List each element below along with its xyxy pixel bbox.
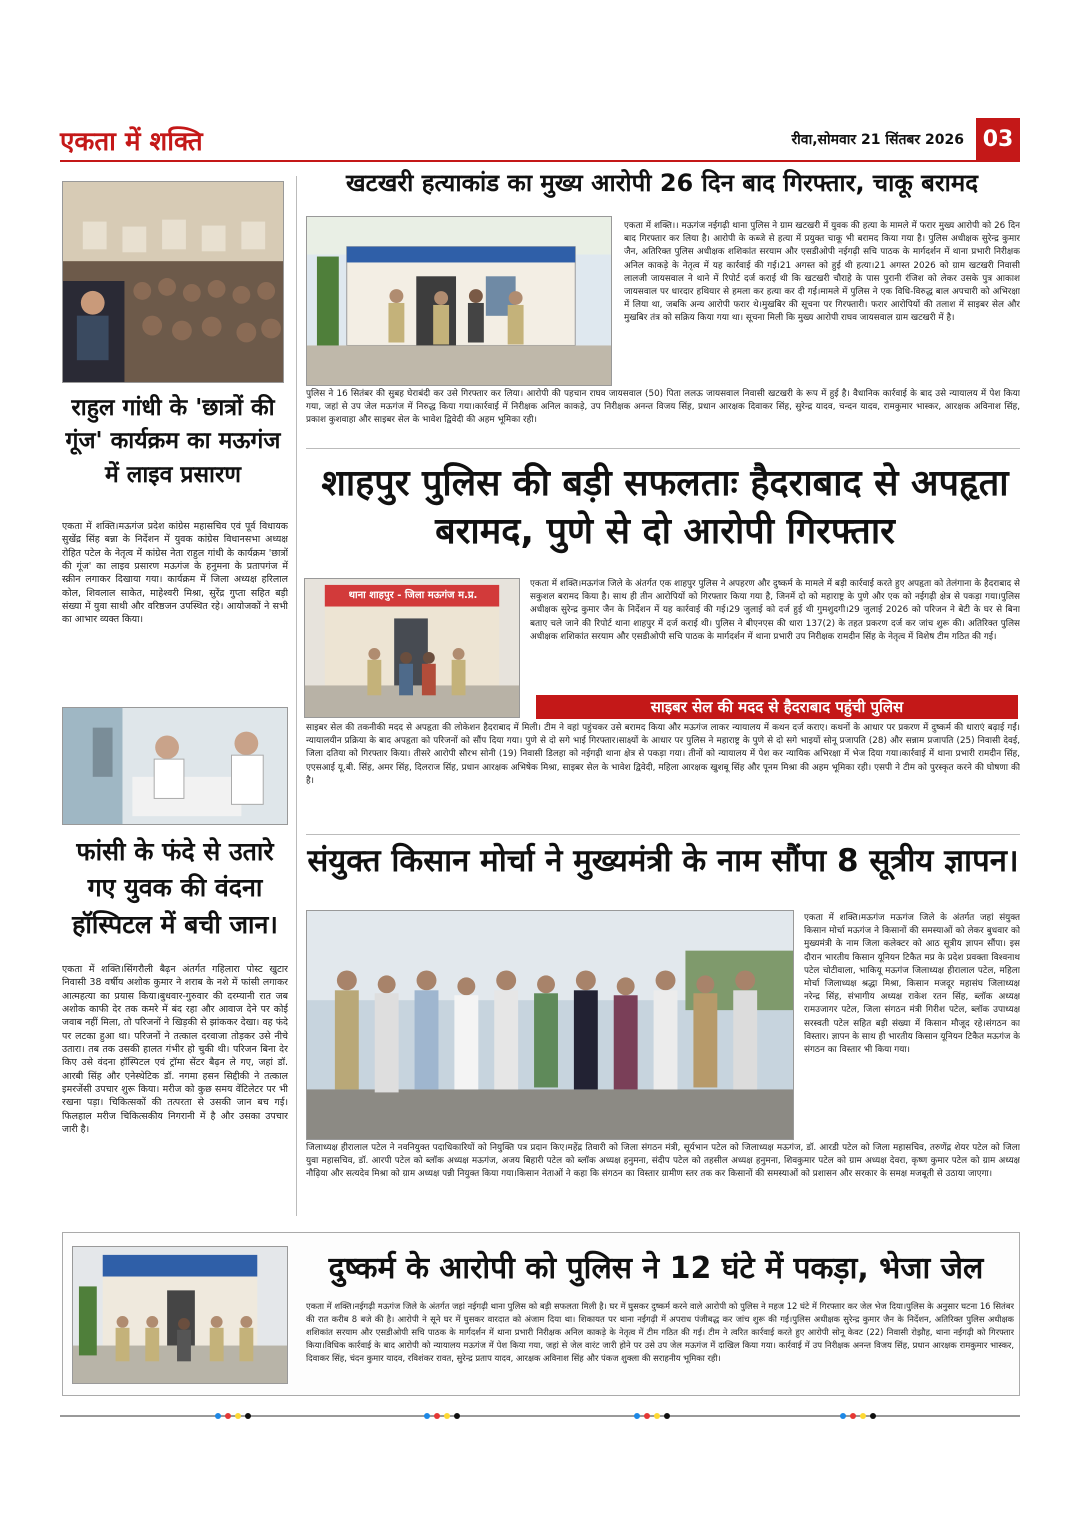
story2-headline: शाहपुर पुलिस की बड़ी सफलताः हैदराबाद से अपहृता बरामद, पुणे से दो आरोपी गिरफ्तार [321, 463, 1009, 552]
page-number: 03 [976, 118, 1020, 162]
story4-body: एकता में शक्ति।नईगढ़ी मऊगंज जिले के अंतर्गत जहां नईगढ़ी थाना पुलिस को बड़ी सफलता मिली है। घर में घुसकर दुष्कर्म करने वाले आरोपी को पुलिस ने महज 12 घंटे में गिरफ्तार कर जेल भेज दिया।पुलिस के अनुसार घटना 16 सितंबर की रात करीब 8 बजे की है। आरोपी ने सूने घर में घुसकर वारदात को अंजाम दिया था। शिकायत पर थाना नईगढ़ी में अपराध पंजीबद्ध कर जांच शुरू की गई।पुलिस अधीक्षक सुरेन्द्र कुमार जैन के निर्देशन, अतिरिक्त पुलिस अधीक्षक शशिकांत सरयाम और एसडीओपी सचि पाठक के मार्गदर्शन में थाना प्रभारी निरीक्षक अनिल काकड़े के नेतृत्व में टीम गठित की गई। टीम ने त्वरित कार्रवाई करते हुए आरोपी सोनू केवट (22) निवासी रोझौह, थाना नईगढ़ी को गिरफ्तार किया।विधिक कार्रवाई के बाद आरोपी को न्यायालय मऊगंज में पेश किया गया, जहां से जेल वारंट जारी होने पर उसे उप जेल मऊगंज में दाखिल किया गया। कार्रवाई में उप निरीक्षक अनन्त विजय सिंह, प्रधान आरक्षक रामकुमार भास्कर, दिवाकर सिंह, चंदन कुमार यादव, रविशंकर रावत, सुरेन्द्र प्रताप यादव, आरक्षक अविनाश सिंह और पंकज शुक्ला की सराहनीय भूमिका रही। [306, 1301, 1014, 1364]
registration-dot [634, 1413, 640, 1419]
registration-dot [644, 1413, 650, 1419]
left1-body: एकता में शक्ति।मऊगंज प्रदेश कांग्रेस महासचिव एवं पूर्व विधायक सुखेंद्र सिंह बन्ना के निर्देशन में युवक कांग्रेस विधानसभा अध्यक्ष रोहित पटेल के नेतृत्व में कांग्रेस नेता राहुल गांधी के कार्यक्रम 'छात्रों की गूंज' का लाइव प्रसारण मऊगंज के हनुमना के प्रतापगंज में स्क्रीन लगाकर दिखाया गया। कार्यक्रम में जिला अध्यक्ष हरिलाल कोल, शिवलाल साकेत, माहेश्वरी मिश्रा, सुरेंद्र गुप्ता सहित बड़ी संख्या में युवा साथी और वरिष्ठजन उपस्थित रहे। आयोजकों ने सभी का आभार व्यक्त किया। [62, 521, 288, 626]
page-header [60, 118, 1020, 162]
registration-dot [664, 1413, 670, 1419]
naigarhi-police-photo [72, 1246, 288, 1384]
registration-dot [215, 1413, 221, 1419]
masthead: एकता में शक्ति [60, 127, 203, 157]
rahul-gandhi-event-photo [62, 181, 284, 383]
registration-dot [454, 1413, 460, 1419]
registration-dot [654, 1413, 660, 1419]
left2-headline: फांसी के फंदे से उतारे गए युवक की वंदना हॉस्पिटल में बची जान। [72, 837, 278, 939]
column-divider [296, 176, 297, 1216]
footer-rule [60, 1415, 1020, 1417]
divider [306, 834, 1020, 835]
registration-dot [850, 1413, 856, 1419]
kisan-morcha-photo [306, 910, 794, 1140]
story3-headline: संयुक्त किसान मोर्चा ने मुख्यमंत्री के नाम सौंपा 8 सूत्रीय ज्ञापन। [307, 843, 1019, 879]
story1-body-full: पुलिस ने 16 सितंबर की सुबह घेराबंदी कर उसे गिरफ्तार कर लिया। आरोपी की पहचान राघव जायसवाल (50) पिता ललऊ जायसवाल निवासी खटखरी के रूप में हुई है। वैधानिक कार्रवाई के बाद उसे न्यायालय में पेश किया गया, जहां से उप जेल मऊगंज में निरुद्ध किया गया।कार्रवाई में निरीक्षक अनिल काकड़े, उप निरीक्षक अनन्त विजय सिंह, प्रधान आरक्षक दिवाकर सिंह, सुरेन्द्र यादव, चन्दन यादव, रामकुमार भास्कर, आरक्षक अविनाश सिंह, प्रकाश कुशवाहा और साइबर सेल के भावेश द्विवेदी की अहम भूमिका रही। [306, 389, 1020, 426]
registration-dot [434, 1413, 440, 1419]
story1-headline: खटखरी हत्याकांड का मुख्य आरोपी 26 दिन बाद गिरफ्तार, चाकू बरामद [345, 169, 978, 197]
photo-sign-text: थाना शाहपुर - जिला मऊगंज म.प्र. [348, 590, 478, 601]
left1-headline: राहुल गांधी के 'छात्रों की गूंज' कार्यक्रम का मऊगंज में लाइव प्रसारण [65, 395, 281, 488]
police-station-photo-1 [306, 216, 612, 386]
color-registration-marks [840, 1411, 876, 1421]
registration-dot [424, 1413, 430, 1419]
color-registration-marks [424, 1411, 460, 1421]
story3-body-full: जिलाध्यक्ष हीरालाल पटेल ने नवनियुक्त पदाधिकारियों को नियुक्ति पत्र प्रदान किए।महेंद्र तिवारी को जिला संगठन मंत्री, सूर्यभान पटेल को जिलाध्यक्ष मऊगंज, डॉ. आरडी पटेल को जिला महासचिव, तरुणेंद्र शेयर पटेल को जिला युवा महासचिव, डॉ. आरपी पटेल को ब्लॉक अध्यक्ष मऊगंज, अजय बिहारी पटेल को ब्लॉक अध्यक्ष हनुमना, संदीप पटेल को तहसील अध्यक्ष हनुमना, शिवकुमार पटेल को ग्राम अध्यक्ष देवरा, कृष्ण कुमार पटेल को ग्राम अध्यक्ष नौढ़िया और सत्यदेव मिश्रा को ग्राम अध्यक्ष पन्नी नियुक्त किया गया।किसान नेताओं ने कहा कि संगठन का विस्तार ग्रामीण स्तर तक कर किसानों की समस्याओं को प्रशासन और सरकार के समक्ष मजबूती से उठाया जाएगा। [306, 1143, 1020, 1180]
divider [306, 448, 1020, 449]
registration-dot [245, 1413, 251, 1419]
shahpur-police-station-photo [304, 578, 520, 718]
color-registration-marks [215, 1411, 251, 1421]
left2-body: एकता में शक्ति।सिंगरौली बैढ़न अंतर्गत गहिलारा पोस्ट खुटार निवासी 38 वर्षीय अशोक कुमार ने शराब के नशे में फांसी लगाकर आत्महत्या का प्रयास किया।बुधवार-गुरुवार की दरम्यानी रात जब अशोक काफी देर तक कमरे में बंद रहा और आवाज देने पर कोई जवाब नहीं मिला, तो परिजनों ने खिड़की से झांककर देखा। वह फंदे पर लटका हुआ था। परिजनों ने तत्काल दरवाजा तोड़कर उसे नीचे उतारा। तब तक उसकी हालत गंभीर हो चुकी थी। परिजन बिना देर किए उसे वंदना हॉस्पिटल एवं ट्रॉमा सेंटर बैढ़न ले गए, जहां डॉ. आरबी सिंह और एनेस्थेटिक डॉ. नगमा हसन सिद्दीकी ने तत्काल इमरजेंसी उपचार शुरू किया। मरीज को कुछ समय वेंटिलेटर पर भी रखना पड़ा। चिकित्सकों की तत्परता से उसकी जान बच गई।फिलहाल मरीज चिकित्सकीय निगरानी में है और उसका उपचार जारी है। [62, 964, 288, 1136]
registration-dot [444, 1413, 450, 1419]
story3-body-right: एकता में शक्ति।मऊगंज मऊगंज जिले के अंतर्गत जहां संयुक्त किसान मोर्चा मऊगंज ने किसानों की समस्याओं को लेकर बुधवार को मुख्यमंत्री के नाम जिला कलेक्टर को आठ सूत्रीय ज्ञापन सौंपा। इस दौरान भारतीय किसान यूनियन टिकैत मप्र के प्रदेश प्रवक्ता विश्वनाथ पटेल चोटीवाला, भाकियू मऊगंज जिलाध्यक्ष हीरालाल पटेल, महिला मोर्चा जिलाध्यक्ष श्रद्धा मिश्रा, किसान मजदूर महासंघ जिलाध्यक्ष नरेन्द्र सिंह, संभागीय अध्यक्ष राकेश रतन सिंह, ब्लॉक अध्यक्ष रामउजागर पटेल, जिला संगठन मंत्री गिरीश पटेल, ब्लॉक उपाध्यक्ष सरस्वती पटेल सहित बड़ी संख्या में किसान मौजूद रहे।संगठन का विस्तार। ज्ञापन के साथ ही भारतीय किसान यूनियन टिकैत मऊगंज के संगठन का विस्तार भी किया गया। [804, 913, 1020, 1055]
story2-body-after: साइबर सेल की तकनीकी मदद से अपहृता की लोकेशन हैदराबाद में मिली। टीम ने वहां पहुंचकर उसे बरामद किया और मऊगंज लाकर न्यायालय में कथन दर्ज कराए। कथनों के आधार पर प्रकरण में दुष्कर्म की धाराएं बढ़ाई गईं। न्यायालयीन प्रक्रिया के बाद अपहृता को परिजनों को सौंप दिया गया। पुणे से दो सगे भाई गिरफ्तार।साक्ष्यों के आधार पर पुलिस ने महाराष्ट्र के पुणे से दो सगे भाइयों सोनू प्रजापति (28) और सन्नाम प्रजापति (25) निवासी देवई, जिला दतिया को गिरफ्तार किया। तीसरे आरोपी सौरभ सोनी (19) निवासी डिलहा को नईगढ़ी थाना क्षेत्र से पकड़ा गया। तीनों को न्यायालय में पेश कर न्यायिक अभिरक्षा में भेज दिया गया।कार्रवाई में थाना प्रभारी रामदीन सिंह, एएसआई यू.बी. सिंह, अमर सिंह, दिलराज सिंह, प्रधान आरक्षक अभिषेक मिश्रा, साइबर सेल के भावेश द्विवेदी, महिला आरक्षक खुशबू सिंह और पूनम मिश्रा की अहम भूमिका रही। एसपी ने टीम को पुरस्कृत करने की घोषणा की है। [306, 723, 1020, 786]
story2-body-right: एकता में शक्ति।मऊगंज जिले के अंतर्गत एक शाहपुर पुलिस ने अपहरण और दुष्कर्म के मामले में बड़ी कार्रवाई करते हुए अपहृता को तेलंगाना के हैदराबाद से सकुशल बरामद किया है। साथ ही तीन आरोपियों को गिरफ्तार किया गया है, जिनमें दो को महाराष्ट्र के पुणे और एक को नईगढ़ी क्षेत्र से पकड़ा गया।पुलिस अधीक्षक सुरेन्द्र कुमार जैन के निर्देशन में यह कार्रवाई की गई।29 जुलाई को दर्ज हुई थी गुमशुदगी।29 जुलाई 2026 को परिजन ने बेटी के घर से बिना बताए चले जाने की रिपोर्ट थाना शाहपुर में दर्ज कराई थी। पुलिस ने बीएनएस की धारा 137(2) के तहत प्रकरण दर्ज कर जांच शुरू की। अतिरिक्त पुलिस अधीक्षक शशिकांत सरयाम और एसडीओपी सचि पाठक के मार्गदर्शन में थाना प्रभारी उप निरीक्षक रामदीन सिंह के नेतृत्व में विशेष टीम गठित की गई। [530, 579, 1020, 642]
story1-body-right: एकता में शक्ति।। मऊगंज नईगढ़ी थाना पुलिस ने ग्राम खटखरी में युवक की हत्या के मामले में फरार मुख्य आरोपी को 26 दिन बाद गिरफ्तार कर लिया है। आरोपी के कब्जे से हत्या में प्रयुक्त चाकू भी बरामद किया गया है। पुलिस अधीक्षक सुरेन्द्र कुमार जैन, अतिरिक्त पुलिस अधीक्षक शशिकांत सरयाम और एसडीओपी नईगढ़ी सचि पाठक के मार्गदर्शन में थाना प्रभारी निरीक्षक अनिल काकड़े के नेतृत्व में यह कार्रवाई की गई।21 अगस्त को हुई थी हत्या।21 अगस्त 2026 को ग्राम खटखरी निवासी लालजी जायसवाल ने थाने में रिपोर्ट दर्ज कराई थी कि खटखरी चौराहे के पास पुरानी रंजिश को लेकर उसके पुत्र आकाश जायसवाल पर धारदार हथियार से हमला कर हत्या कर दी गई।मामले में पुलिस ने एक विधि-विरुद्ध बाल अपचारी को अभिरक्षा में लिया था, जबकि अन्य आरोपी फरार थे।मुखबिर की सूचना पर गिरफ्तारी। फरार आरोपियों की तलाश में साइबर सेल और मुखबिर तंत्र को सक्रिय किया गया था। सूचना मिली कि मुख्य आरोपी राघव जायसवाल ग्राम खटखरी में है। [624, 221, 1020, 324]
registration-dot [225, 1413, 231, 1419]
registration-dot [870, 1413, 876, 1419]
registration-dot [235, 1413, 241, 1419]
story2-subhead: साइबर सेल की मदद से हैदराबाद पहुंची पुलिस [536, 695, 1018, 719]
story4-headline: दुष्कर्म के आरोपी को पुलिस ने 12 घंटे में पकड़ा, भेजा जेल [328, 1251, 984, 1286]
hospital-photo [62, 707, 288, 825]
registration-dot [860, 1413, 866, 1419]
color-registration-marks [634, 1411, 670, 1421]
registration-dot [840, 1413, 846, 1419]
dateline: रीवा,सोमवार 21 सिंतबर 2026 [791, 132, 964, 148]
